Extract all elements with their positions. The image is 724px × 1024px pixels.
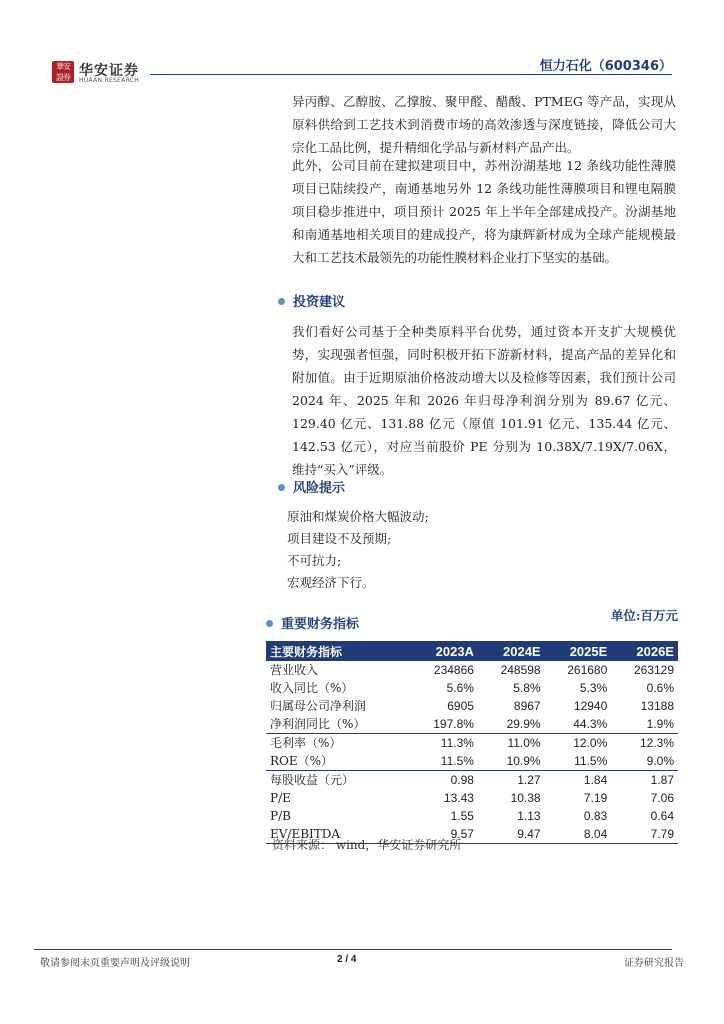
table-cell: 7.06 xyxy=(650,791,674,805)
table-row xyxy=(266,661,678,679)
table-cell: 197.8% xyxy=(433,717,474,731)
footer-divider xyxy=(34,949,672,950)
table-cell: 1.84 xyxy=(545,771,612,790)
unit-label: 单位:百万元 xyxy=(610,608,678,623)
bullet-icon xyxy=(278,484,285,491)
table-row xyxy=(266,789,678,807)
column-header: 2023A xyxy=(410,641,478,661)
paragraph-products: 异丙醇、乙醇胺、乙撑胺、聚甲醛、醋酸、PTMEG 等产品，实现从原料供给到工艺技术到消费市场的高效渗透与深度链接，降低公司大宗化工品比例，提升精细化学品与新材料产品产出。 xyxy=(292,94,676,155)
table-cell: 12.3% xyxy=(611,734,678,753)
section-title-financials-label: 重要财务指标 xyxy=(281,617,360,632)
table-cell: 261680 xyxy=(567,663,608,677)
table-cell: 9.57 xyxy=(410,825,478,844)
table-row xyxy=(266,715,678,734)
bullet-icon xyxy=(278,298,285,305)
column-header: 主要财务指标 xyxy=(266,641,410,661)
list-item: 原油和煤炭价格大幅波动; xyxy=(287,509,429,524)
risk-list xyxy=(287,506,429,594)
table-header-row xyxy=(266,641,678,661)
section-title-financials xyxy=(266,613,359,632)
table-cell: 13188 xyxy=(640,699,674,713)
table-cell: 7.19 xyxy=(583,791,608,805)
column-header: 2025E xyxy=(545,641,612,661)
table-cell: 5.3% xyxy=(579,681,608,695)
table-cell: 263129 xyxy=(633,663,674,677)
section-title-investment xyxy=(278,291,345,310)
table-cell: 13.43 xyxy=(443,791,474,805)
financial-table xyxy=(266,641,678,844)
row-label: 营业收入 xyxy=(270,663,319,677)
header-divider xyxy=(150,74,672,75)
table-cell: 29.9% xyxy=(506,717,541,731)
table-cell: 1.55 xyxy=(450,809,474,823)
footer-disclaimer: 敬请参阅末页重要声明及评级说明 xyxy=(40,958,190,969)
table-row xyxy=(266,734,678,753)
paragraph-projects: 此外，公司目前在建拟建项目中，苏州汾湖基地 12 条线功能性薄膜项目已陆续投产，南通基地另外 12 条线功能性薄膜项目和锂电隔膜项目稳步推进中，项目预计 2025 年上半年全部建成投产。汾湖基地和南通基地相关项目的建成投产，将为康辉新材成为全球产能规模最大和工艺技术最领先的功能性膜材料企业打下坚实的基础。 xyxy=(292,158,676,265)
section-title-investment-label: 投资建议 xyxy=(293,295,346,310)
table-cell: 9.47 xyxy=(478,825,545,844)
table-cell: 11.3% xyxy=(410,734,478,753)
list-item: 项目建设不及预期; xyxy=(287,531,392,546)
table-cell: 0.6% xyxy=(646,681,674,695)
table-cell: 1.87 xyxy=(611,771,678,790)
data-source: 资料来源： wind，华安证券研究所 xyxy=(272,838,462,852)
table-cell: 248598 xyxy=(500,663,541,677)
table-row xyxy=(266,679,678,697)
list-item: 宏观经济下行。 xyxy=(287,575,375,590)
row-label: P/E xyxy=(270,791,291,805)
company-title: 恒力石化（600346） xyxy=(539,59,672,74)
row-label: 收入同比（%） xyxy=(270,681,354,695)
table-row xyxy=(266,771,678,790)
list-item: 不可抗力; xyxy=(287,553,342,568)
table-cell: 11.5% xyxy=(440,754,474,768)
table-cell: 1.9% xyxy=(646,717,674,731)
table-cell: 1.13 xyxy=(517,809,541,823)
table-cell: 8.04 xyxy=(545,825,612,844)
paragraph-investment: 我们看好公司基于全种类原料平台优势，通过资本开支扩大规模优势，实现强者恒强，同时积极开拓下游新材料，提高产品的差异化和附加值。由于近期原油价格波动增大以及检修等因素，我们预计公司 2024 年、2025 年和 2026 年归母净利润分别为 89.67 亿元、129.40 亿元、131.88 亿元（原值 101.91 亿元、135.44 亿元、142.53 亿元），对应当前股价 PE 分别为 10.38X/7.19X/7.06X，维持“买入”评级。 xyxy=(292,324,676,477)
table-cell: 11.0% xyxy=(478,734,545,753)
table-cell: 11.5% xyxy=(574,754,608,768)
table-row xyxy=(266,752,678,771)
section-title-risk xyxy=(278,477,345,496)
table-cell: 0.98 xyxy=(410,771,478,790)
table-cell: 0.83 xyxy=(583,809,608,823)
table-cell: 9.0% xyxy=(646,754,674,768)
row-label: EV/EBITDA xyxy=(266,825,410,844)
table-cell: 10.9% xyxy=(506,754,541,768)
row-label: 毛利率（%） xyxy=(266,734,410,753)
table-cell: 7.79 xyxy=(611,825,678,844)
table-cell: 6905 xyxy=(447,699,474,713)
column-header: 2026E xyxy=(611,641,678,661)
table-cell: 5.6% xyxy=(446,681,474,695)
table-cell: 12940 xyxy=(573,699,608,713)
table-row xyxy=(266,697,678,715)
table-cell: 10.38 xyxy=(510,791,541,805)
column-header: 2024E xyxy=(478,641,545,661)
bullet-icon xyxy=(266,620,273,627)
table-row xyxy=(266,807,678,825)
table-cell: 12.0% xyxy=(545,734,612,753)
table-cell: 234866 xyxy=(433,663,474,677)
row-label: P/B xyxy=(270,809,291,823)
table-cell: 1.27 xyxy=(478,771,545,790)
table-cell: 0.64 xyxy=(650,809,674,823)
row-label: 每股收益（元） xyxy=(266,771,410,790)
table-cell: 8967 xyxy=(513,699,541,713)
page-header xyxy=(0,0,724,90)
logo-name: 华安证券 xyxy=(79,63,139,79)
logo-english-name: HUAAN RESEARCH xyxy=(79,77,140,84)
row-label: 净利润同比（%） xyxy=(270,717,366,731)
row-label: 归属母公司净利润 xyxy=(270,699,367,713)
table-cell: 44.3% xyxy=(573,717,608,731)
row-label: ROE（%） xyxy=(270,754,334,768)
table-cell: 5.8% xyxy=(513,681,541,695)
page-number: 2 / 4 xyxy=(337,954,357,965)
logo-seal-icon: 華安 證券 xyxy=(52,61,74,83)
section-title-risk-label: 风险提示 xyxy=(293,481,346,496)
footer-report-type: 证券研究报告 xyxy=(624,958,684,969)
